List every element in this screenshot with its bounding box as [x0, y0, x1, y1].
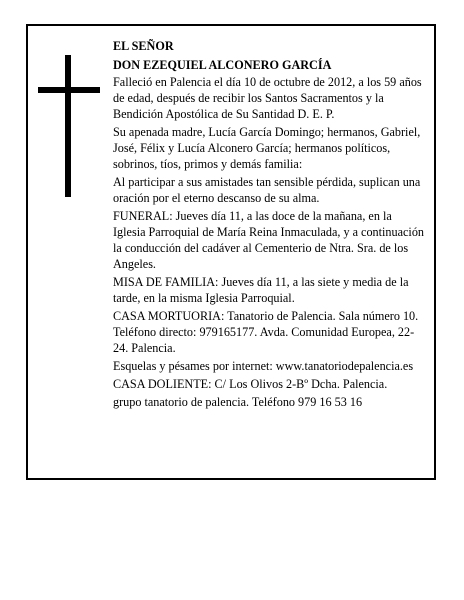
prayer-request: Al participar a sus amistades tan sensible pérdida, suplican una oración por el eterno descanso de su alma.: [113, 175, 421, 205]
funeral-group-contact: grupo tanatorio de palencia. Teléfono 979 16 53 16: [113, 395, 363, 409]
family-mass-info: MISA DE FAMILIA: Jueves día 11, a las siete y media de la tarde, en la misma Iglesia Parroquial.: [113, 275, 409, 305]
cross-icon: [38, 55, 100, 197]
notice-text: [113, 38, 425, 412]
cross-vertical-bar: [65, 55, 71, 197]
mourning-house-info: CASA DOLIENTE: C/ Los Olivos 2-Bº Dcha. Palencia.: [113, 377, 388, 391]
deceased-name: DON EZEQUIEL ALCONERO GARCÍA: [113, 57, 332, 72]
family-list: Su apenada madre, Lucía García Domingo; hermanos, Gabriel, José, Félix y Lucía Alconero García; hermanos políticos, sobrinos, tíos, primos y demás familia:: [113, 125, 421, 171]
death-announcement: Falleció en Palencia el día 10 de octubre de 2012, a los 59 años de edad, después de recibir los Santos Sacramentos y la Bendición Apostólica de Su Santidad D. E. P.: [113, 75, 422, 121]
funeral-home-info: CASA MORTUORIA: Tanatorio de Palencia. Sala número 10. Teléfono directo: 979165177. Avda. Comunidad Europea, 22-24. Palencia.: [113, 309, 419, 355]
cross-horizontal-bar: [38, 87, 100, 93]
funeral-info: FUNERAL: Jueves día 11, a las doce de la mañana, en la Iglesia Parroquial de María Reina Inmaculada, y a continuación la conducción del cadáver al Cementerio de Ntra. Sra. de los Angeles.: [113, 209, 425, 271]
notice-title: EL SEÑOR: [113, 39, 174, 53]
online-condolences: Esquelas y pésames por internet: www.tanatoriodepalencia.es: [113, 359, 414, 373]
